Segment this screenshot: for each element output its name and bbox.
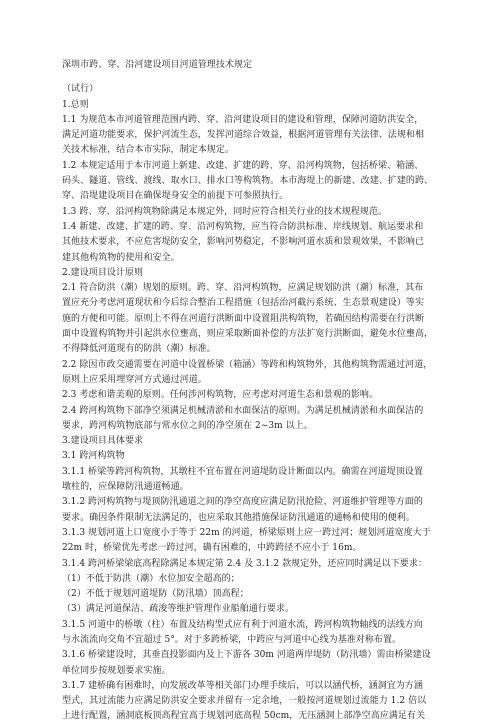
text-line: 要求，跨河构筑物底部与常水位之间的净空须在 2~3m 以上。 (62, 420, 313, 431)
text-line: 原则上应采用埋穿河方式通过河道。 (62, 374, 207, 385)
text-line: 穿、沿堤建设项目在确保堤身安全的前提下可参照执行。 (62, 191, 289, 202)
document-title: 深圳市跨、穿、沿河建设项目河道管理技术规定 (62, 60, 253, 70)
text-line: 面中设置构筑物并引起洪水位壅高，则应采取断面补偿的方法扩宽行洪断面，避免水位壅高， (62, 329, 434, 340)
document-subtitle: （试行） (62, 84, 99, 95)
text-line: 3.建设项目具体要求 (62, 436, 144, 447)
text-line: 不得降低河道现有的防洪（潮）标准。 (62, 344, 216, 355)
text-line: 3.1.4 跨河桥梁梁底高程除满足本规定第 2.4 及 3.1.2 款规定外，还应同时满足以下要求： (62, 558, 427, 569)
text-line: 3.1.6 桥梁建设时，其垂直投影面内及上下游各 30m 河道两岸堤防（防汛墙）需由桥梁建设 (62, 650, 431, 661)
text-line: 3.1.5 河道中的桥墩（柱）布置及结构型式应有利于河道水流，跨河构筑物轴线的法线方向 (62, 619, 423, 630)
document-body (62, 58, 444, 725)
text-line: 1.1 为规范本市河道管理范围内跨、穿、沿河建设项目的建设和管理，保障河道防洪安全， (62, 114, 424, 125)
text-line: 3.1 跨河构筑物 (62, 451, 125, 462)
text-line: 3.1.7 建桥确有困难时，向发展改革等相关部门办理手续后，可以以涵代桥，涵洞宜为方涵 (62, 680, 423, 691)
text-line: （2）不低于规划河道堤防（防汛墙）顶高程； (62, 589, 249, 600)
text-line: 施的方便和可能。原则上不得在河道行洪断面中设置阻洪构筑物，若确因结构需要在行洪断 (62, 313, 425, 324)
text-line: 关技术标准，结合本市实际，制定本规定。 (62, 145, 234, 156)
text-line: 要求。确因条件限制无法满足的，也应采取其他措施保证防汛通道的通畅和使用的便利。 (62, 512, 415, 523)
text-line: 3.1.3 规划河道上口宽度小于等于 22m 的河道，桥梁原则上应一跨过河；规划河道宽度大于 (62, 527, 431, 538)
text-line: 3.1.1 桥梁等跨河构筑物，其墩柱不宜布置在河道堤防设计断面以内。确需在河道堤顶设置 (62, 466, 423, 477)
document-text (62, 98, 444, 725)
text-line: （3）满足河道保洁、疏浚等维护管理作业船舶通行要求。 (62, 604, 295, 615)
text-line: 满足河道功能要求，保护河流生态，发挥河道综合效益，根据河道管理有关法律、法规和相 (62, 130, 425, 141)
text-line: 墩柱的，应保障防汛通道畅通。 (62, 482, 189, 493)
text-line: 其他技术要求，不应危害堤防安全，影响河势稳定，不影响河道水质和景观效果，不影响已 (62, 237, 425, 248)
text-line: 2.4 跨河构筑物下部净空须满足机械清淤和水面保洁的原则。为满足机械清淤和水面保洁的 (62, 405, 424, 416)
text-line: 型式，其过流能力应满足防洪安全要求并留有一定余地，一般按河道规划过流能力 1.2 倍以 (62, 696, 427, 707)
text-line: 码头、隧道、管线、渡线、取水口、排水口等构筑物。本市海堤上的新建、改建、扩建的跨、 (62, 176, 434, 187)
text-line: 2.建设项目设计原则 (62, 267, 144, 278)
text-line: 1.2 本规定适用于本市河道上新建、改建、扩建的跨、穿、沿河构筑物，包括桥梁、箱涵、 (62, 160, 424, 171)
text-line: 3.1.2 跨河构筑物与堤顶防汛通道之间的净空高度应满足防汛抢险、河道维护管理等方面的 (62, 497, 423, 508)
text-line: 单位同步按规划要求实施。 (62, 665, 171, 676)
text-line: 2.3 考虑和谐美观的原则。任何涉河构筑物，应考虑对河道生态和景观的影响。 (62, 390, 379, 401)
text-line: （1）不低于防洪（潮）水位加安全超高的； (62, 573, 240, 584)
text-line: 上进行配置，涵洞底板顶高程宜高于规划河底高程 50cm，无压涵洞上部净空高应满足有关 (62, 711, 425, 722)
text-line: 建其他构筑物的使用和安全。 (62, 252, 180, 263)
text-line: 2.2 除因市政交通需要在河道中设置桥梁（箱涵）等跨和构筑物外，其他构筑物需通过河道， (62, 359, 433, 370)
text-line: 置应充分考虑河道现状和今后综合整治工程措施（包括治河截污系统、生态景观建设）等实 (62, 298, 425, 309)
text-line: 与水流流向交角不宜超过 5°。对于多跨桥梁，中跨应与河道中心线为基准对称布置。 (62, 634, 402, 645)
text-line: 1.4 新建、改建、扩建的跨、穿、沿河构筑物，应当符合防洪标准、岸线规划、航运要求和 (62, 221, 424, 232)
text-line: 1.总则 (62, 99, 89, 110)
text-line: 1.3 跨、穿、沿河构筑物除满足本规定外，同时应符合相关行业的技术规程规范。 (62, 206, 388, 217)
text-line: 22m 时，桥梁优先考虑一跨过河，确有困难的，中跨跨径不应小于 16m。 (62, 543, 362, 554)
text-line: 2.1 符合防洪（潮）规划的原则。跨、穿、沿河构筑物，应满足规划防洪（潮）标准，其布 (62, 283, 424, 294)
